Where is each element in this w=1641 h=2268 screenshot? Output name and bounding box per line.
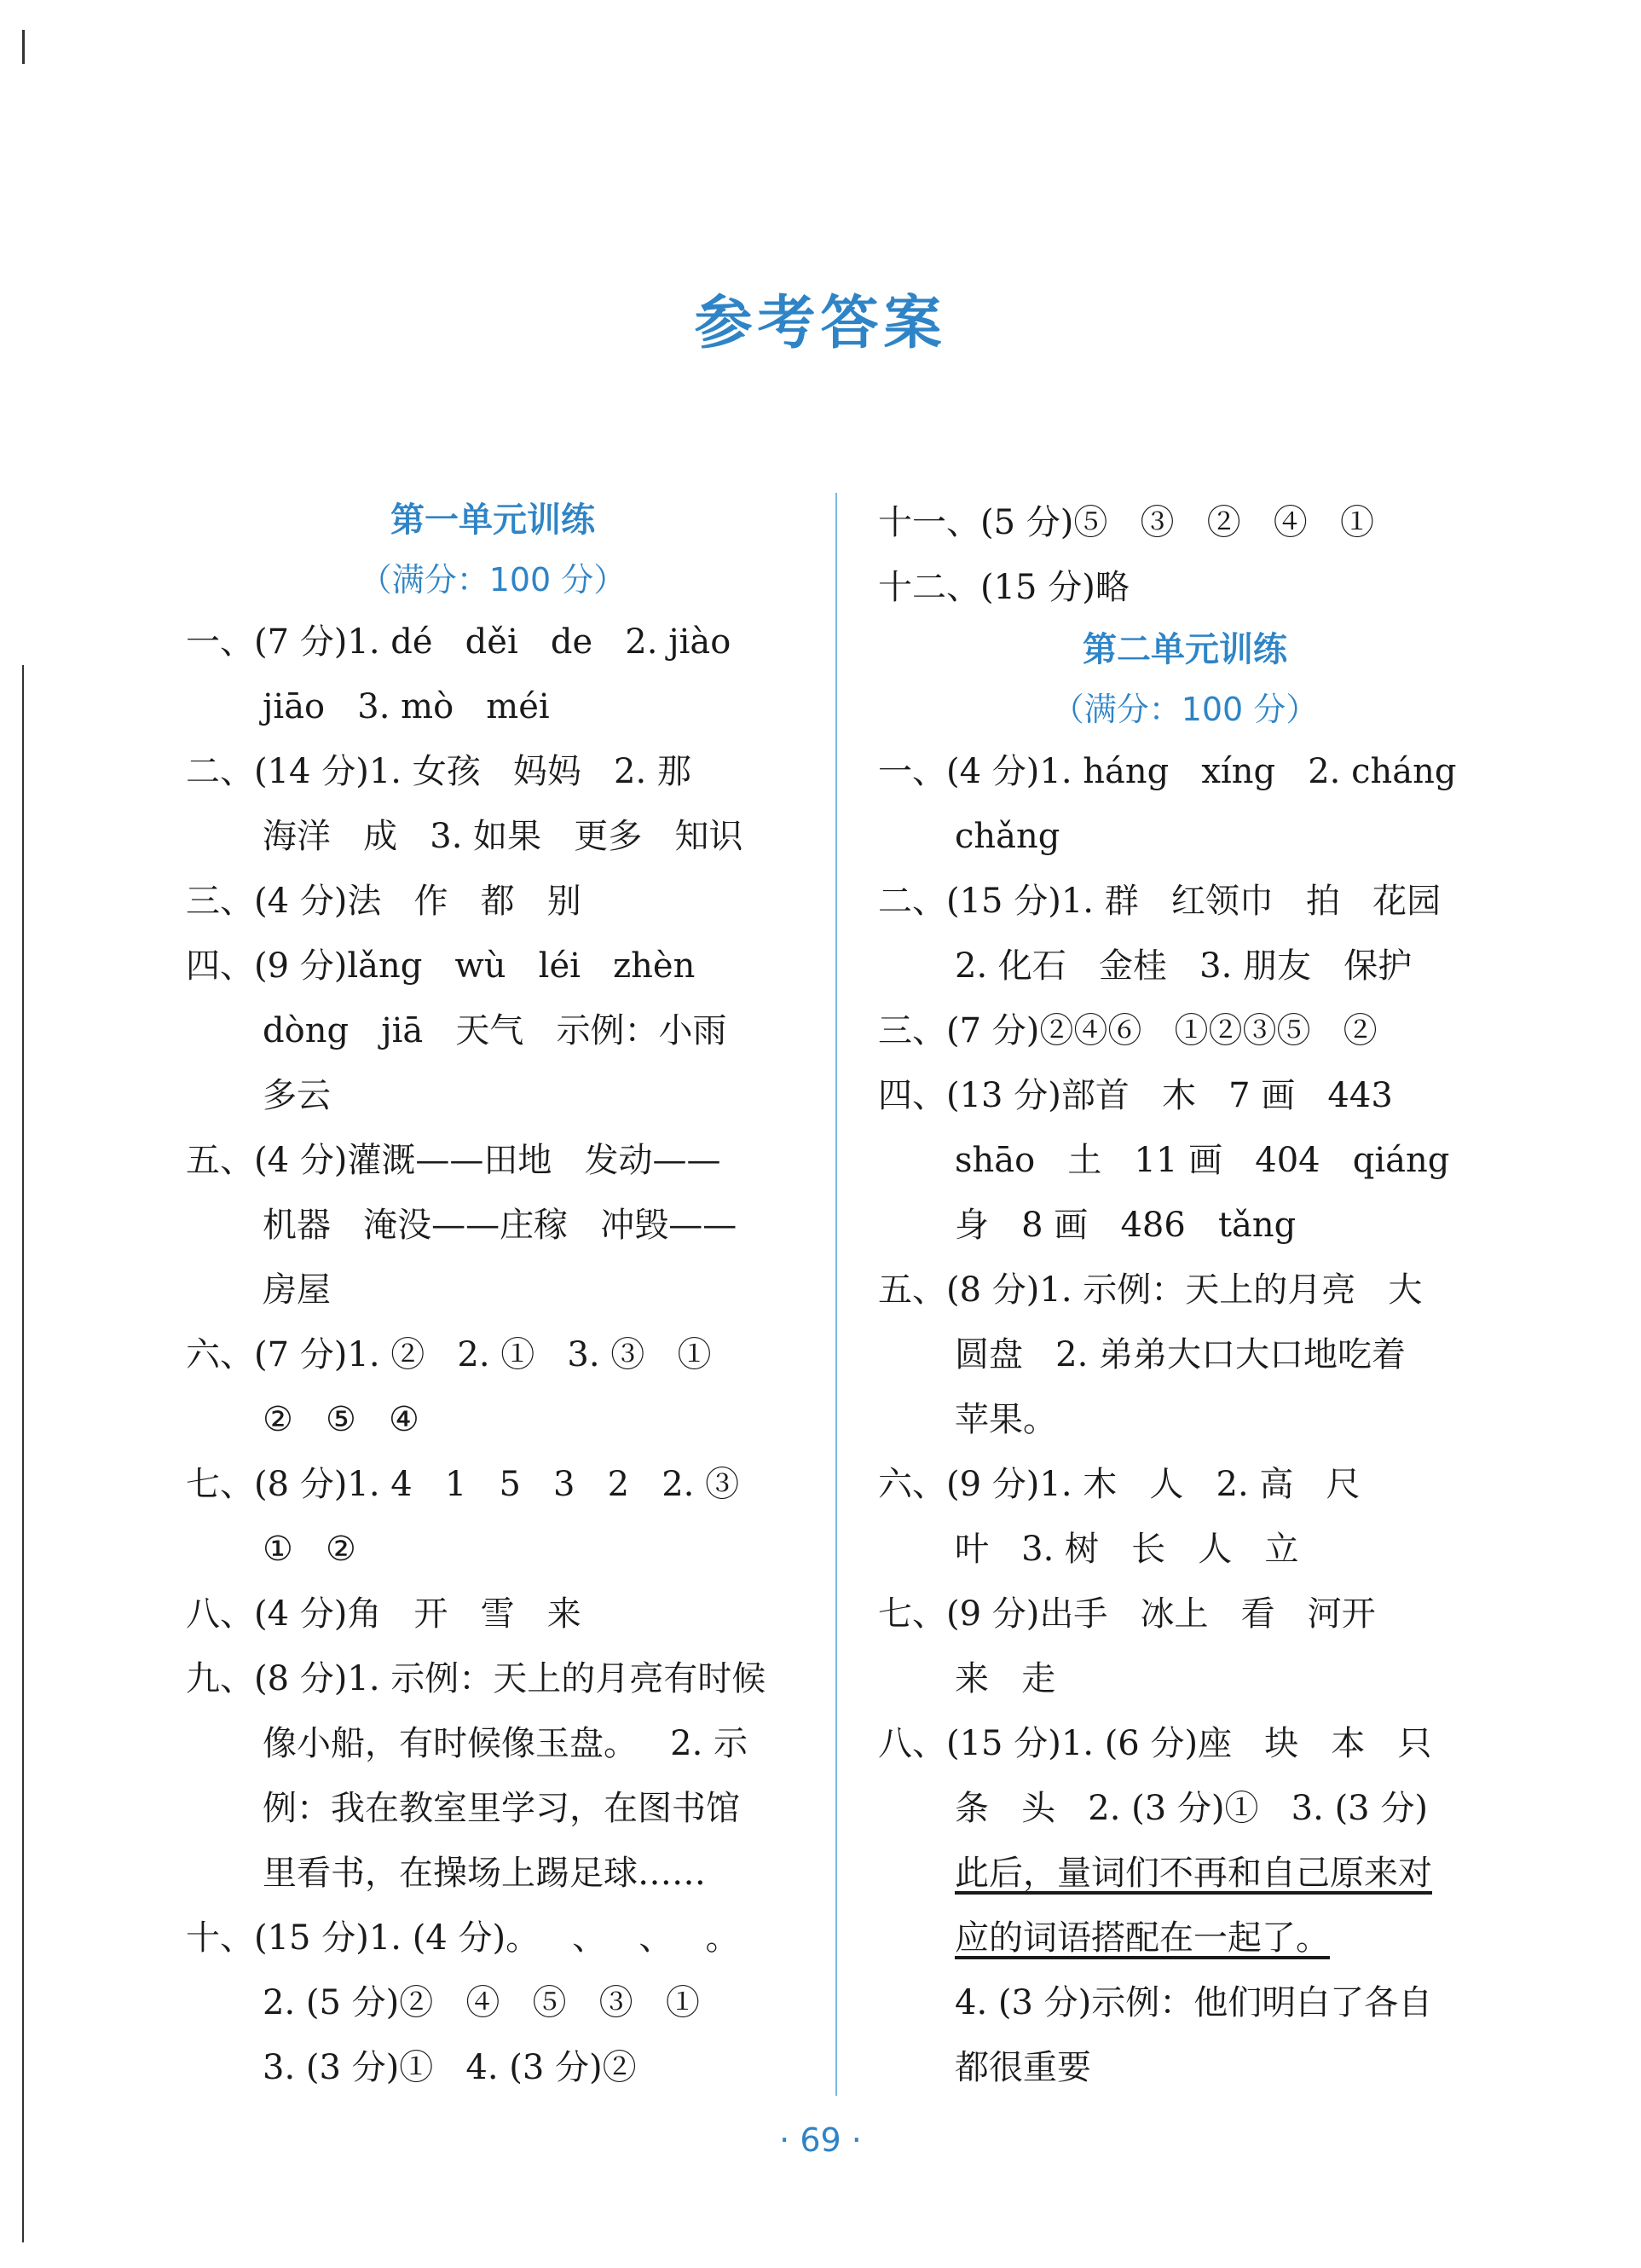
underlined-answer-line: 应的词语搭配在一起了。 [955,1918,1330,1958]
page-title: 参考答案 [694,290,947,357]
answer-line: 二、(15 分)1. 群 红领巾 拍 花园 [878,882,1442,921]
answer-line: ② ⑤ ④ [263,1400,419,1439]
answer-line: 例：我在教室里学习，在图书馆 [263,1789,740,1828]
answer-line: 七、(8 分)1. 4 1 5 3 2 2. ③ [186,1465,740,1504]
answer-line: 六、(7 分)1. ② 2. ① 3. ③ ① [186,1335,712,1374]
answer-line: 圆盘 2. 弟弟大口大口地吃着 [955,1335,1407,1374]
answer-line: 五、(4 分)灌溉——田地 发动—— [186,1141,721,1180]
unit-two-score: （满分：100 分） [1051,691,1319,728]
answer-line: 八、(4 分)角 开 雪 来 [186,1594,581,1634]
answer-line: 二、(14 分)1. 女孩 妈妈 2. 那 [186,752,691,791]
answer-line: 2. (5 分)② ④ ⑤ ③ ① [263,1983,700,2022]
right-column [878,490,1492,2100]
answer-line: 里看书，在操场上踢足球…… [263,1854,706,1893]
answer-line: 机器 淹没——庄稼 冲毁—— [263,1206,737,1245]
answer-line: 叶 3. 树 长 人 立 [955,1530,1299,1569]
answer-line: 七、(9 分)出手 冰上 看 河开 [878,1594,1376,1634]
answer-line: 一、(4 分)1. háng xíng 2. cháng [878,752,1457,791]
answer-line: ① ② [263,1530,356,1569]
answer-line: 2. 化石 金桂 3. 朋友 保护 [955,946,1413,986]
answer-line: 十、(15 分)1. (4 分)。 、 、 。 [186,1918,740,1958]
unit-one-heading: 第一单元训练 [390,500,595,540]
answer-line: chǎng [955,817,1060,856]
page-number: · 69 · [779,2121,862,2159]
answer-line: 八、(15 分)1. (6 分)座 块 本 只 [878,1724,1432,1763]
answer-line: 十二、(15 分)略 [878,568,1130,607]
left-column [186,490,800,2100]
answer-line: 三、(4 分)法 作 都 别 [186,882,581,921]
column-divider [835,493,837,2096]
answer-line: dòng jiā 天气 示例：小雨 [263,1011,727,1050]
answer-line: 四、(9 分)lǎng wù léi zhèn [186,946,696,986]
answer-line: 4. (3 分)示例：他们明白了各自 [955,1983,1433,2022]
answer-line: 都很重要 [955,2048,1091,2087]
answer-line: 十一、(5 分)⑤ ③ ② ④ ① [878,503,1374,542]
answer-line: 条 头 2. (3 分)① 3. (3 分) [955,1789,1428,1828]
answer-line: 四、(13 分)部首 木 7 画 443 [878,1076,1393,1115]
answer-line: 房屋 [263,1270,331,1310]
unit-one-score: （满分：100 分） [359,561,627,599]
answer-line: shāo 土 11 画 404 qiáng [955,1141,1450,1180]
answer-line: 3. (3 分)① 4. (3 分)② [263,2048,637,2087]
answer-line: 苹果。 [955,1400,1057,1439]
underlined-answer-line: 此后，量词们不再和自己原来对 [955,1854,1432,1893]
answer-line: 三、(7 分)②④⑥ ①②③⑤ ② [878,1011,1378,1050]
answer-line: 五、(8 分)1. 示例：天上的月亮 大 [878,1270,1423,1310]
answer-line: 多云 [263,1076,331,1115]
answer-line: 海洋 成 3. 如果 更多 知识 [263,817,743,856]
answer-line: 身 8 画 486 tǎng [955,1206,1297,1245]
answer-line: jiāo 3. mò méi [263,687,550,726]
answer-line: 来 走 [955,1659,1056,1698]
answer-line: 九、(8 分)1. 示例：天上的月亮有时候 [186,1659,766,1698]
scan-edge-line [22,665,24,2242]
scan-edge-mark [22,30,25,64]
answer-line: 六、(9 分)1. 木 人 2. 高 尺 [878,1465,1361,1504]
answer-line: 像小船，有时候像玉盘。 2. 示 [263,1724,748,1763]
unit-two-heading: 第二单元训练 [1083,630,1287,669]
answer-line: 一、(7 分)1. dé děi de 2. jiào [186,622,731,662]
